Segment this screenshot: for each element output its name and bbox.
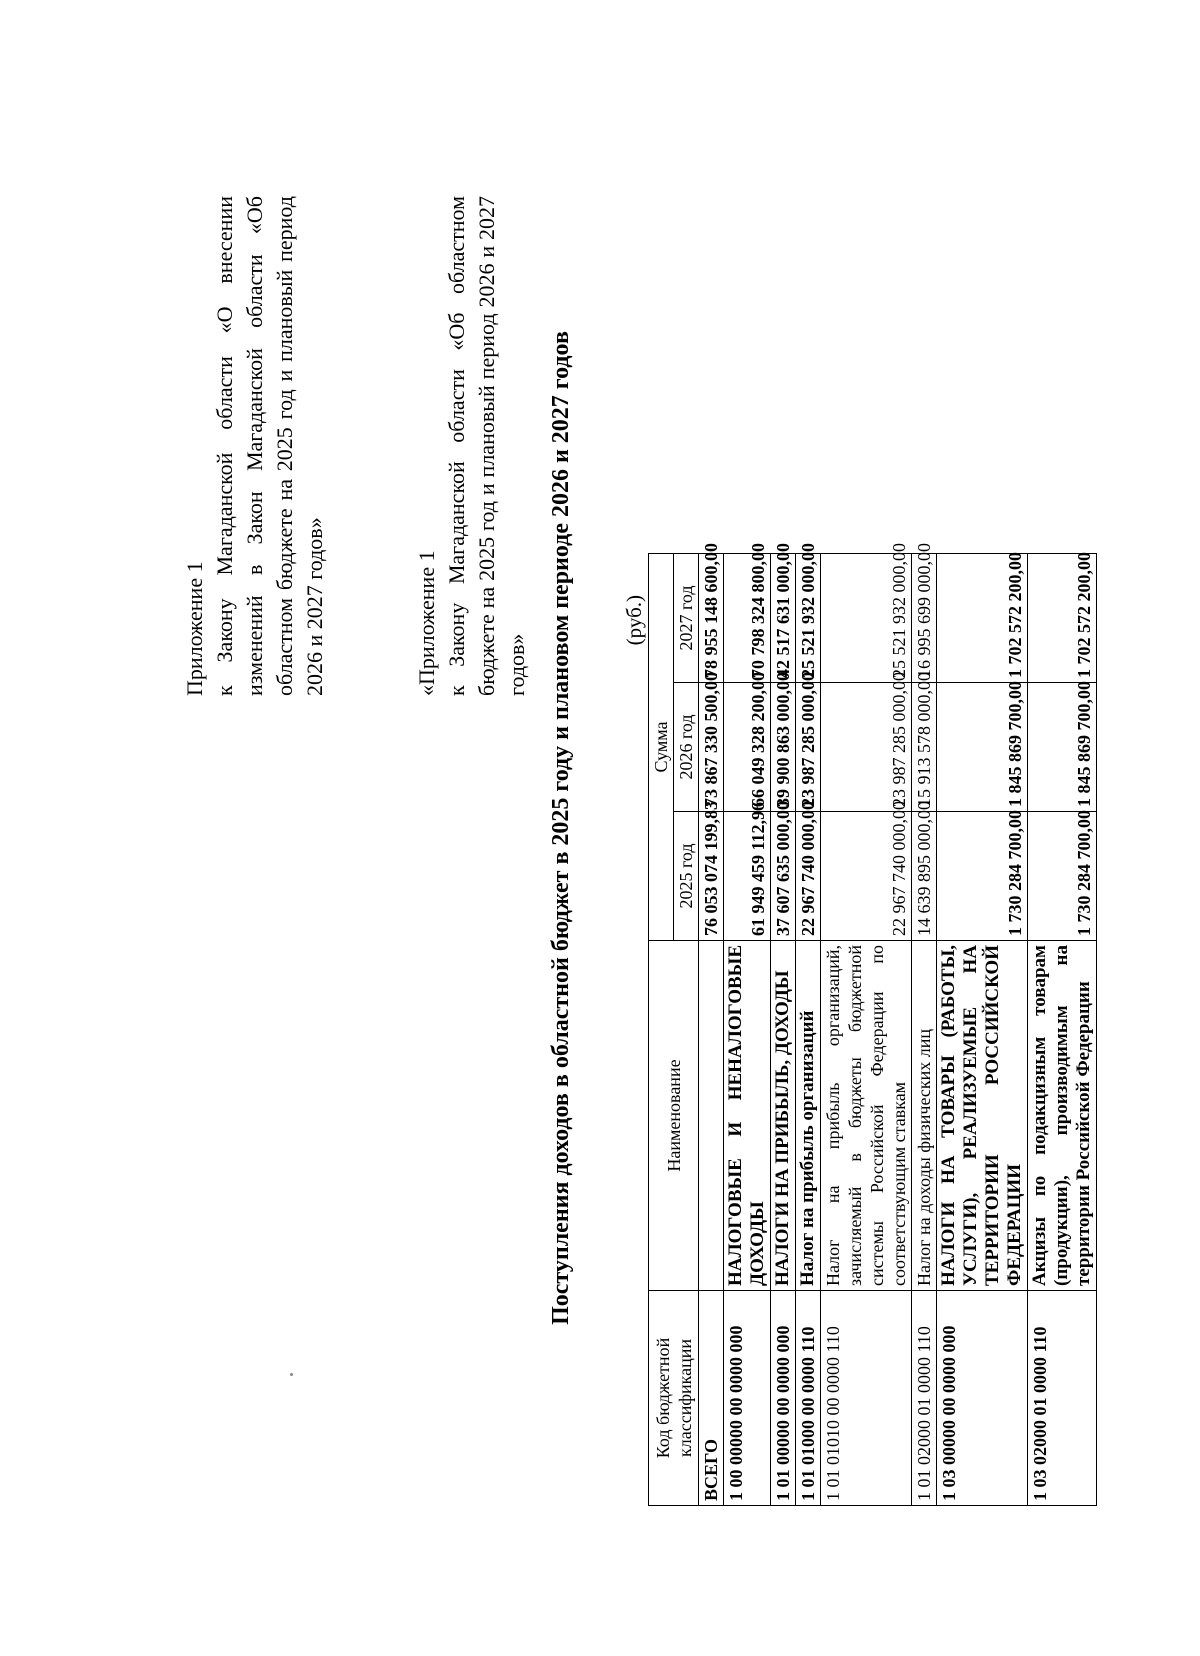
amount-2026-cell: 1 845 869 700,00 bbox=[937, 683, 1028, 812]
header-name: Наименование bbox=[649, 941, 699, 1291]
amount-2026-cell: 23 987 285 000,00 bbox=[821, 683, 912, 812]
table-row bbox=[1028, 553, 1097, 1505]
header-code: Код бюджетной классификации bbox=[649, 1291, 699, 1506]
table-body bbox=[699, 543, 1097, 1505]
amount-2026-cell: 1 845 869 700,00 bbox=[1028, 683, 1097, 812]
amount-2026-cell: 23 987 285 000,00 bbox=[796, 683, 821, 812]
amount-2027-cell: 25 521 932 000,00 bbox=[821, 553, 912, 682]
annex-1-title: Приложение 1 bbox=[182, 561, 207, 696]
unit-label: (руб.) bbox=[622, 595, 646, 646]
name-cell: НАЛОГИ НА ТОВАРЫ (РАБОТЫ, УСЛУГИ), РЕАЛИЗУЕМЫЕ НА ТЕРРИТОРИИ РОССИЙСКОЙ ФЕДЕРАЦИИ bbox=[937, 941, 1028, 1291]
name-cell: Акцизы по подакцизным товарам (продукции), производимым на территории Российской Федерации bbox=[1028, 941, 1097, 1291]
amount-2027-cell: 42 517 631 000,00 bbox=[771, 553, 796, 682]
name-cell: НАЛОГОВЫЕ И НЕНАЛОГОВЫЕ ДОХОДЫ bbox=[724, 941, 771, 1291]
amount-2026-cell: 39 900 863 000,00 bbox=[771, 683, 796, 812]
code-cell: 1 01 02000 01 0000 110 bbox=[912, 1291, 937, 1506]
amount-2027-cell: 78 955 148 600,00 bbox=[699, 553, 724, 682]
code-cell: 1 01 00000 00 0000 000 bbox=[771, 1291, 796, 1506]
amount-2025-cell: 1 730 284 700,00 bbox=[937, 812, 1028, 941]
name-cell: Налог на прибыль организаций, зачисляемый в бюджеты бюджетной системы Российской Федерации по соответствующим ставкам bbox=[821, 941, 912, 1291]
header-2026: 2026 год bbox=[674, 683, 699, 812]
amount-2025-cell: 61 949 459 112,96 bbox=[724, 812, 771, 941]
code-cell: 1 03 02000 01 0000 110 bbox=[1028, 1291, 1097, 1506]
table-row bbox=[699, 553, 724, 1505]
code-cell: 1 00 00000 00 0000 000 bbox=[724, 1291, 771, 1506]
header-sum: Сумма bbox=[649, 553, 674, 940]
amount-2027-cell: 1 702 572 200,00 bbox=[937, 553, 1028, 682]
name-cell: Налог на доходы физических лиц bbox=[912, 941, 937, 1291]
amount-2025-cell: 22 967 740 000,00 bbox=[796, 812, 821, 941]
amount-2026-cell: 66 049 328 200,00 bbox=[724, 683, 771, 812]
header-2027: 2027 год bbox=[674, 553, 699, 682]
amount-2025-cell: 22 967 740 000,00 bbox=[821, 812, 912, 941]
name-cell bbox=[699, 941, 724, 1291]
income-table bbox=[648, 543, 1097, 1506]
header-2025: 2025 год bbox=[674, 812, 699, 941]
amount-2025-cell: 37 607 635 000,00 bbox=[771, 812, 796, 941]
table-row bbox=[912, 553, 937, 1505]
name-cell: НАЛОГИ НА ПРИБЫЛЬ, ДОХОДЫ bbox=[771, 941, 796, 1291]
amount-2027-cell: 16 995 699 000,00 bbox=[912, 553, 937, 682]
amount-2027-cell: 70 798 324 800,00 bbox=[724, 553, 771, 682]
amount-2027-cell: 1 702 572 200,00 bbox=[1028, 553, 1097, 682]
annex-1-text: к Закону Магаданской области «О внесении изменений в Закон Магаданской области «Об областном бюджете на 2025 год и плановый период 2026 и 2027 годов» bbox=[212, 196, 327, 696]
name-cell: Налог на прибыль организаций bbox=[796, 941, 821, 1291]
annex-2-block bbox=[412, 196, 532, 696]
table-row bbox=[724, 553, 771, 1505]
table-row bbox=[771, 553, 796, 1505]
scan-speck bbox=[290, 1373, 293, 1376]
annex-2-title: «Приложение 1 bbox=[414, 550, 439, 696]
annex-1-block bbox=[180, 196, 330, 696]
amount-2025-cell: 1 730 284 700,00 bbox=[1028, 812, 1097, 941]
amount-2025-cell: 76 053 074 199,83 bbox=[699, 812, 724, 941]
amount-2025-cell: 14 639 895 000,00 bbox=[912, 812, 937, 941]
amount-2027-cell: 25 521 932 000,00 bbox=[796, 553, 821, 682]
table-row bbox=[796, 553, 821, 1505]
document-title: Поступления доходов в областной бюджет в 2025 году и плановом периоде 2026 и 2027 годов bbox=[548, 331, 574, 1325]
code-cell: 1 03 00000 00 0000 000 bbox=[937, 1291, 1028, 1506]
code-cell: 1 01 01000 00 0000 110 bbox=[796, 1291, 821, 1506]
amount-2026-cell: 73 867 330 500,00 bbox=[699, 683, 724, 812]
code-cell: ВСЕГО bbox=[699, 1291, 724, 1506]
annex-2-text: к Закону Магаданской области «Об областном бюджете на 2025 год и плановый период 2026 и 2027 годов» bbox=[444, 196, 529, 696]
code-cell: 1 01 01010 00 0000 110 bbox=[821, 1291, 912, 1506]
amount-2026-cell: 15 913 578 000,00 bbox=[912, 683, 937, 812]
table-row bbox=[821, 553, 912, 1505]
table-header-row bbox=[649, 553, 674, 1505]
table-row bbox=[937, 553, 1028, 1505]
